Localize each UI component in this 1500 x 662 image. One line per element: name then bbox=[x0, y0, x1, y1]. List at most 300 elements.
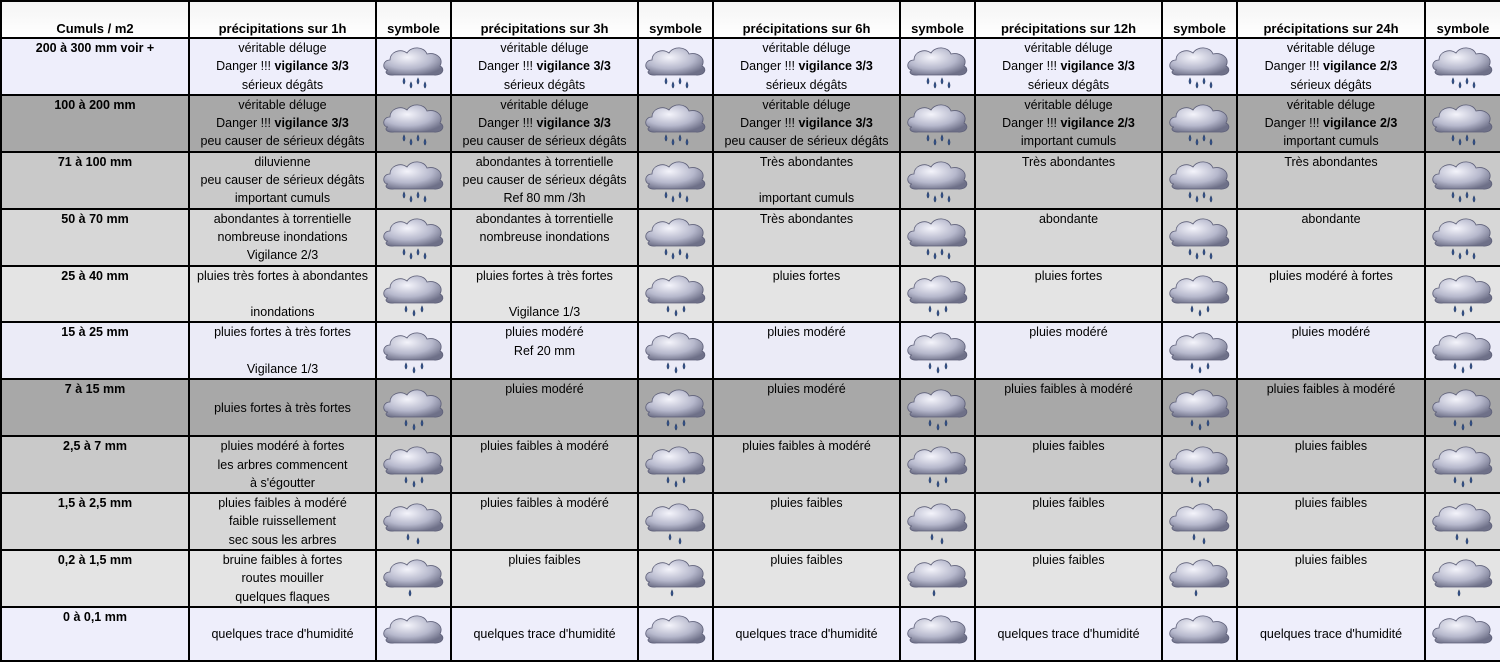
rain-cloud-icon bbox=[380, 498, 448, 546]
description-line: nombreuse inondations bbox=[217, 229, 348, 244]
description-line bbox=[1238, 456, 1424, 474]
precip-description bbox=[713, 607, 900, 661]
description-line bbox=[714, 285, 899, 303]
description-line: pluies faibles à modéré bbox=[480, 496, 609, 511]
rain-cloud-icon bbox=[1429, 327, 1497, 375]
description-line: pluies faibles bbox=[1294, 496, 1368, 511]
description-line bbox=[976, 569, 1161, 587]
description-line bbox=[714, 342, 899, 360]
description-line: nombreuse inondations bbox=[479, 229, 610, 244]
table-row bbox=[1, 322, 1500, 379]
symbole-cell bbox=[1425, 152, 1500, 209]
rain-cloud-icon bbox=[380, 42, 448, 90]
description-line: important cumuls bbox=[1283, 134, 1379, 149]
symbole-cell bbox=[638, 436, 713, 493]
description-line bbox=[976, 399, 1161, 417]
rain-cloud-icon bbox=[904, 554, 972, 602]
precip-description bbox=[975, 209, 1162, 266]
description-line bbox=[190, 342, 375, 360]
description-line bbox=[1238, 285, 1424, 303]
precip-description bbox=[975, 95, 1162, 152]
description-line bbox=[452, 246, 637, 264]
rain-cloud-icon bbox=[642, 327, 710, 375]
description-line bbox=[1238, 417, 1424, 435]
description-line: bruine faibles à fortes bbox=[222, 553, 343, 568]
precip-description bbox=[975, 550, 1162, 607]
symbole-cell bbox=[376, 152, 451, 209]
symbole-cell bbox=[900, 436, 975, 493]
description-line: pluies faibles bbox=[1032, 496, 1105, 511]
precip-description bbox=[1237, 550, 1425, 607]
table-row bbox=[1, 607, 1500, 661]
precip-description bbox=[1237, 607, 1425, 661]
precip-description bbox=[975, 379, 1162, 436]
precip-description bbox=[975, 607, 1162, 661]
rain-cloud-icon bbox=[1166, 42, 1234, 90]
symbole-cell bbox=[376, 379, 451, 436]
header-symbole: symbole bbox=[900, 1, 975, 38]
description-line: important cumuls bbox=[758, 191, 855, 206]
cumul-range: 0,2 à 1,5 mm bbox=[1, 550, 189, 607]
description-line: véritable déluge bbox=[238, 41, 327, 55]
description-line bbox=[976, 531, 1161, 549]
description-line: véritable déluge bbox=[762, 97, 851, 112]
description-line bbox=[1238, 474, 1424, 492]
header-cumuls: Cumuls / m2 bbox=[1, 1, 189, 38]
rain-cloud-icon bbox=[904, 213, 972, 261]
rain-cloud-icon bbox=[380, 270, 448, 318]
symbole-cell bbox=[1425, 322, 1500, 379]
description-line: véritable déluge bbox=[762, 41, 851, 55]
rain-cloud-icon bbox=[1429, 99, 1497, 147]
precip-description bbox=[451, 379, 638, 436]
symbole-cell bbox=[900, 607, 975, 661]
description-line bbox=[190, 380, 375, 398]
precip-description bbox=[1237, 493, 1425, 550]
description-line: pluies faibles à modéré bbox=[742, 439, 871, 454]
symbole-cell bbox=[1425, 607, 1500, 661]
description-line: les arbres commencent bbox=[217, 457, 348, 472]
rain-cloud-icon bbox=[1429, 384, 1497, 432]
description-line bbox=[714, 228, 899, 246]
description-line bbox=[714, 512, 899, 530]
description-line bbox=[714, 588, 899, 606]
symbole-cell bbox=[900, 38, 975, 95]
description-line: à s'égoutter bbox=[250, 475, 315, 490]
description-line bbox=[1238, 246, 1424, 264]
table-row bbox=[1, 209, 1500, 266]
description-line: Vigilance 2/3 bbox=[246, 248, 319, 263]
description-line: peu causer de sérieux dégâts bbox=[200, 173, 365, 188]
precip-description bbox=[713, 38, 900, 95]
description-line: quelques trace d'humidité bbox=[1259, 626, 1403, 641]
description-line bbox=[976, 474, 1161, 492]
precip-description bbox=[451, 550, 638, 607]
precip-description bbox=[713, 436, 900, 493]
description-line bbox=[976, 588, 1161, 606]
description-line: pluies fortes à très fortes bbox=[214, 325, 351, 340]
description-line: véritable déluge bbox=[1286, 97, 1376, 112]
description-line bbox=[452, 417, 637, 435]
rain-cloud-icon bbox=[380, 213, 448, 261]
cumul-range: 25 à 40 mm bbox=[1, 266, 189, 323]
description-line: véritable déluge bbox=[1286, 41, 1376, 55]
description-line bbox=[452, 588, 637, 606]
rain-cloud-icon bbox=[642, 498, 710, 546]
description-line: Danger !!! vigilance 2/3 bbox=[1002, 116, 1135, 131]
header-symbole: symbole bbox=[638, 1, 713, 38]
symbole-cell bbox=[376, 95, 451, 152]
description-line bbox=[452, 512, 637, 530]
description-line bbox=[976, 171, 1161, 189]
description-line: pluies modéré bbox=[505, 325, 584, 340]
description-line: quelques flaques bbox=[235, 589, 330, 604]
description-line bbox=[1238, 399, 1424, 417]
description-line bbox=[1238, 531, 1424, 549]
rain-cloud-icon bbox=[904, 156, 972, 204]
description-line bbox=[452, 399, 637, 417]
symbole-cell bbox=[1425, 209, 1500, 266]
precip-description bbox=[451, 152, 638, 209]
precip-description bbox=[713, 550, 900, 607]
description-line: important cumuls bbox=[234, 191, 331, 206]
precip-description bbox=[713, 493, 900, 550]
description-line: faible ruissellement bbox=[229, 514, 336, 529]
table-row bbox=[1, 550, 1500, 607]
symbole-cell bbox=[1162, 322, 1237, 379]
symbole-cell bbox=[1425, 379, 1500, 436]
symbole-cell bbox=[1162, 607, 1237, 661]
description-line: quelques trace d'humidité bbox=[997, 626, 1140, 641]
description-line: pluies modéré à fortes bbox=[220, 439, 345, 454]
description-line: abondantes à torrentielle bbox=[475, 211, 614, 226]
rain-cloud-icon bbox=[380, 99, 448, 147]
table-row bbox=[1, 436, 1500, 493]
rain-cloud-icon bbox=[1429, 156, 1497, 204]
rain-cloud-icon bbox=[904, 327, 972, 375]
rain-cloud-icon bbox=[642, 156, 710, 204]
rain-cloud-icon bbox=[642, 441, 710, 489]
description-line bbox=[976, 303, 1161, 321]
precip-description bbox=[713, 95, 900, 152]
description-line: Danger !!! vigilance 3/3 bbox=[216, 59, 349, 74]
description-line bbox=[1238, 303, 1424, 321]
rain-cloud-icon bbox=[642, 270, 710, 318]
rain-cloud-icon bbox=[1166, 270, 1234, 318]
symbole-cell bbox=[638, 38, 713, 95]
cumul-range: 100 à 200 mm bbox=[1, 95, 189, 152]
precip-description bbox=[1237, 38, 1425, 95]
precip-description bbox=[451, 436, 638, 493]
symbole-cell bbox=[1425, 95, 1500, 152]
description-line: sec sous les arbres bbox=[228, 532, 337, 547]
symbole-cell bbox=[1162, 436, 1237, 493]
description-line bbox=[1238, 171, 1424, 189]
rain-cloud-icon bbox=[1166, 498, 1234, 546]
description-line bbox=[452, 474, 637, 492]
symbole-cell bbox=[1162, 152, 1237, 209]
description-line: inondations bbox=[250, 305, 315, 320]
precip-description bbox=[451, 493, 638, 550]
description-line bbox=[976, 246, 1161, 264]
symbole-cell bbox=[376, 266, 451, 323]
description-line: Très abondantes bbox=[1284, 154, 1378, 169]
description-line: Ref 20 mm bbox=[513, 343, 576, 358]
header-precip: précipitations sur 24h bbox=[1237, 1, 1425, 38]
symbole-cell bbox=[638, 322, 713, 379]
description-line bbox=[976, 360, 1161, 378]
description-line: pluies faibles bbox=[1294, 553, 1368, 568]
precip-description bbox=[451, 322, 638, 379]
rain-cloud-icon bbox=[1429, 498, 1497, 546]
description-line bbox=[1238, 588, 1424, 606]
description-line: Danger !!! vigilance 3/3 bbox=[740, 59, 873, 74]
symbole-cell bbox=[1162, 550, 1237, 607]
precip-description bbox=[451, 266, 638, 323]
header-precip: précipitations sur 1h bbox=[189, 1, 376, 38]
description-line: pluies faibles à modéré bbox=[480, 439, 609, 454]
table-body bbox=[1, 38, 1500, 661]
rain-cloud-icon bbox=[642, 213, 710, 261]
header-precip: précipitations sur 12h bbox=[975, 1, 1162, 38]
description-line: peu causer de sérieux dégâts bbox=[462, 173, 627, 188]
description-line bbox=[1238, 189, 1424, 207]
description-line: pluies modéré bbox=[767, 325, 846, 340]
rain-cloud-icon bbox=[904, 99, 972, 147]
precip-description bbox=[189, 607, 376, 661]
description-line: Danger !!! vigilance 3/3 bbox=[478, 59, 611, 74]
description-line: quelques trace d'humidité bbox=[211, 626, 354, 641]
rain-cloud-icon bbox=[1429, 213, 1497, 261]
cumul-range: 15 à 25 mm bbox=[1, 322, 189, 379]
table-row bbox=[1, 152, 1500, 209]
description-line bbox=[1238, 228, 1424, 246]
precip-description bbox=[1237, 379, 1425, 436]
description-line: pluies faibles bbox=[508, 553, 581, 568]
symbole-cell bbox=[1162, 38, 1237, 95]
precip-description bbox=[451, 38, 638, 95]
description-line: pluies fortes bbox=[772, 268, 841, 283]
rain-cloud-icon bbox=[1429, 270, 1497, 318]
rain-cloud-icon bbox=[380, 327, 448, 375]
description-line: Très abondantes bbox=[759, 154, 854, 169]
description-line bbox=[714, 360, 899, 378]
rain-cloud-icon bbox=[1166, 384, 1234, 432]
description-line: pluies fortes à très fortes bbox=[214, 400, 351, 415]
rain-cloud-icon bbox=[1166, 156, 1234, 204]
precip-description bbox=[1237, 95, 1425, 152]
symbole-cell bbox=[1425, 38, 1500, 95]
symbole-cell bbox=[900, 322, 975, 379]
header-precip: précipitations sur 6h bbox=[713, 1, 900, 38]
rain-cloud-icon bbox=[904, 384, 972, 432]
symbole-cell bbox=[900, 379, 975, 436]
precip-description bbox=[1237, 436, 1425, 493]
description-line: pluies modéré à fortes bbox=[1269, 268, 1393, 283]
rain-cloud-icon bbox=[1429, 554, 1497, 602]
precip-description bbox=[189, 95, 376, 152]
description-line: Danger !!! vigilance 2/3 bbox=[1264, 116, 1398, 131]
header-row bbox=[1, 1, 1500, 38]
description-line bbox=[976, 512, 1161, 530]
symbole-cell bbox=[900, 209, 975, 266]
symbole-cell bbox=[376, 322, 451, 379]
symbole-cell bbox=[1162, 379, 1237, 436]
symbole-cell bbox=[376, 436, 451, 493]
rain-cloud-icon bbox=[904, 42, 972, 90]
description-line: pluies faibles à modéré bbox=[1004, 382, 1133, 397]
rain-cloud-icon bbox=[904, 610, 972, 658]
symbole-cell bbox=[1162, 95, 1237, 152]
cumul-range: 7 à 15 mm bbox=[1, 379, 189, 436]
precip-description bbox=[451, 607, 638, 661]
description-line bbox=[190, 417, 375, 435]
description-line: Danger !!! vigilance 3/3 bbox=[740, 116, 873, 131]
description-line bbox=[714, 531, 899, 549]
description-line bbox=[452, 285, 637, 303]
precip-description bbox=[1237, 209, 1425, 266]
symbole-cell bbox=[638, 607, 713, 661]
description-line bbox=[714, 399, 899, 417]
description-line: abondante bbox=[1038, 211, 1099, 226]
precip-description bbox=[189, 493, 376, 550]
precip-description bbox=[975, 493, 1162, 550]
rain-cloud-icon bbox=[1166, 554, 1234, 602]
description-line: peu causer de sérieux dégâts bbox=[200, 134, 365, 149]
description-line bbox=[452, 531, 637, 549]
description-line: pluies faibles à modéré bbox=[218, 496, 347, 511]
header-symbole: symbole bbox=[1162, 1, 1237, 38]
cumul-range: 1,5 à 2,5 mm bbox=[1, 493, 189, 550]
symbole-cell bbox=[1162, 209, 1237, 266]
description-line bbox=[1238, 569, 1424, 587]
header-symbole: symbole bbox=[1425, 1, 1500, 38]
rain-cloud-icon bbox=[1166, 327, 1234, 375]
description-line: quelques trace d'humidité bbox=[735, 626, 878, 641]
description-line: véritable déluge bbox=[1024, 97, 1113, 112]
symbole-cell bbox=[900, 550, 975, 607]
description-line: Danger !!! vigilance 3/3 bbox=[216, 116, 349, 131]
rain-cloud-icon bbox=[1166, 610, 1234, 658]
description-line: pluies modéré bbox=[1029, 325, 1108, 340]
description-line bbox=[976, 285, 1161, 303]
cumul-range: 2,5 à 7 mm bbox=[1, 436, 189, 493]
description-line: peu causer de sérieux dégâts bbox=[462, 134, 627, 149]
description-line: Ref 80 mm /3h bbox=[503, 191, 586, 206]
precip-description bbox=[1237, 152, 1425, 209]
symbole-cell bbox=[376, 607, 451, 661]
description-line: pluies faibles bbox=[770, 496, 843, 511]
rain-cloud-icon bbox=[642, 610, 710, 658]
description-line bbox=[452, 360, 637, 378]
symbole-cell bbox=[638, 266, 713, 323]
precip-description bbox=[189, 550, 376, 607]
rain-cloud-icon bbox=[642, 99, 710, 147]
description-line bbox=[714, 171, 899, 189]
table-row bbox=[1, 38, 1500, 95]
rain-cloud-icon bbox=[1429, 610, 1497, 658]
description-line bbox=[976, 342, 1161, 360]
description-line: pluies fortes bbox=[1034, 268, 1103, 283]
symbole-cell bbox=[1425, 436, 1500, 493]
description-line: abondantes à torrentielle bbox=[475, 154, 614, 169]
description-line: peu causer de sérieux dégâts bbox=[724, 134, 889, 149]
description-line: Vigilance 1/3 bbox=[246, 362, 319, 377]
symbole-cell bbox=[376, 493, 451, 550]
description-line: véritable déluge bbox=[500, 97, 589, 112]
description-line: pluies modéré bbox=[505, 382, 584, 397]
precip-description bbox=[451, 209, 638, 266]
description-line: véritable déluge bbox=[1024, 41, 1113, 55]
cumul-range: 50 à 70 mm bbox=[1, 209, 189, 266]
precip-description bbox=[713, 379, 900, 436]
description-line: pluies fortes à très fortes bbox=[476, 268, 613, 283]
symbole-cell bbox=[638, 95, 713, 152]
rain-cloud-icon bbox=[904, 441, 972, 489]
symbole-cell bbox=[376, 209, 451, 266]
rain-cloud-icon bbox=[642, 554, 710, 602]
description-line bbox=[714, 456, 899, 474]
description-line: pluies faibles bbox=[770, 553, 843, 568]
precip-description bbox=[189, 152, 376, 209]
description-line: pluies faibles bbox=[1032, 553, 1105, 568]
description-line: pluies faibles bbox=[1294, 439, 1368, 454]
description-line: Très abondantes bbox=[1021, 154, 1116, 169]
rain-cloud-icon bbox=[380, 610, 448, 658]
precip-description bbox=[189, 209, 376, 266]
symbole-cell bbox=[638, 379, 713, 436]
description-line: sérieux dégâts bbox=[503, 77, 586, 92]
description-line: important cumuls bbox=[1020, 134, 1117, 149]
precip-description bbox=[713, 152, 900, 209]
precip-description bbox=[975, 322, 1162, 379]
precip-description bbox=[189, 436, 376, 493]
description-line: abondantes à torrentielle bbox=[213, 211, 352, 226]
symbole-cell bbox=[376, 550, 451, 607]
header-symbole: symbole bbox=[376, 1, 451, 38]
description-line bbox=[190, 285, 375, 303]
cumul-range: 0 à 0,1 mm bbox=[1, 607, 189, 661]
description-line bbox=[714, 417, 899, 435]
symbole-cell bbox=[1425, 493, 1500, 550]
precip-description bbox=[189, 38, 376, 95]
description-line: sérieux dégâts bbox=[765, 77, 848, 92]
symbole-cell bbox=[376, 38, 451, 95]
rain-cloud-icon bbox=[380, 554, 448, 602]
cumul-range: 71 à 100 mm bbox=[1, 152, 189, 209]
description-line: Danger !!! vigilance 3/3 bbox=[1002, 59, 1135, 74]
description-line: Danger !!! vigilance 3/3 bbox=[478, 116, 611, 131]
precip-description bbox=[1237, 266, 1425, 323]
table-row bbox=[1, 379, 1500, 436]
precip-description bbox=[189, 266, 376, 323]
precip-description bbox=[1237, 322, 1425, 379]
precip-description bbox=[713, 266, 900, 323]
symbole-cell bbox=[638, 550, 713, 607]
rain-cloud-icon bbox=[380, 441, 448, 489]
rain-cloud-icon bbox=[1429, 42, 1497, 90]
description-line: quelques trace d'humidité bbox=[473, 626, 616, 641]
symbole-cell bbox=[900, 266, 975, 323]
symbole-cell bbox=[638, 152, 713, 209]
symbole-cell bbox=[1425, 266, 1500, 323]
description-line: sérieux dégâts bbox=[1290, 77, 1372, 92]
table-row bbox=[1, 266, 1500, 323]
precip-description bbox=[451, 95, 638, 152]
precip-description bbox=[713, 322, 900, 379]
symbole-cell bbox=[900, 493, 975, 550]
symbole-cell bbox=[1425, 550, 1500, 607]
